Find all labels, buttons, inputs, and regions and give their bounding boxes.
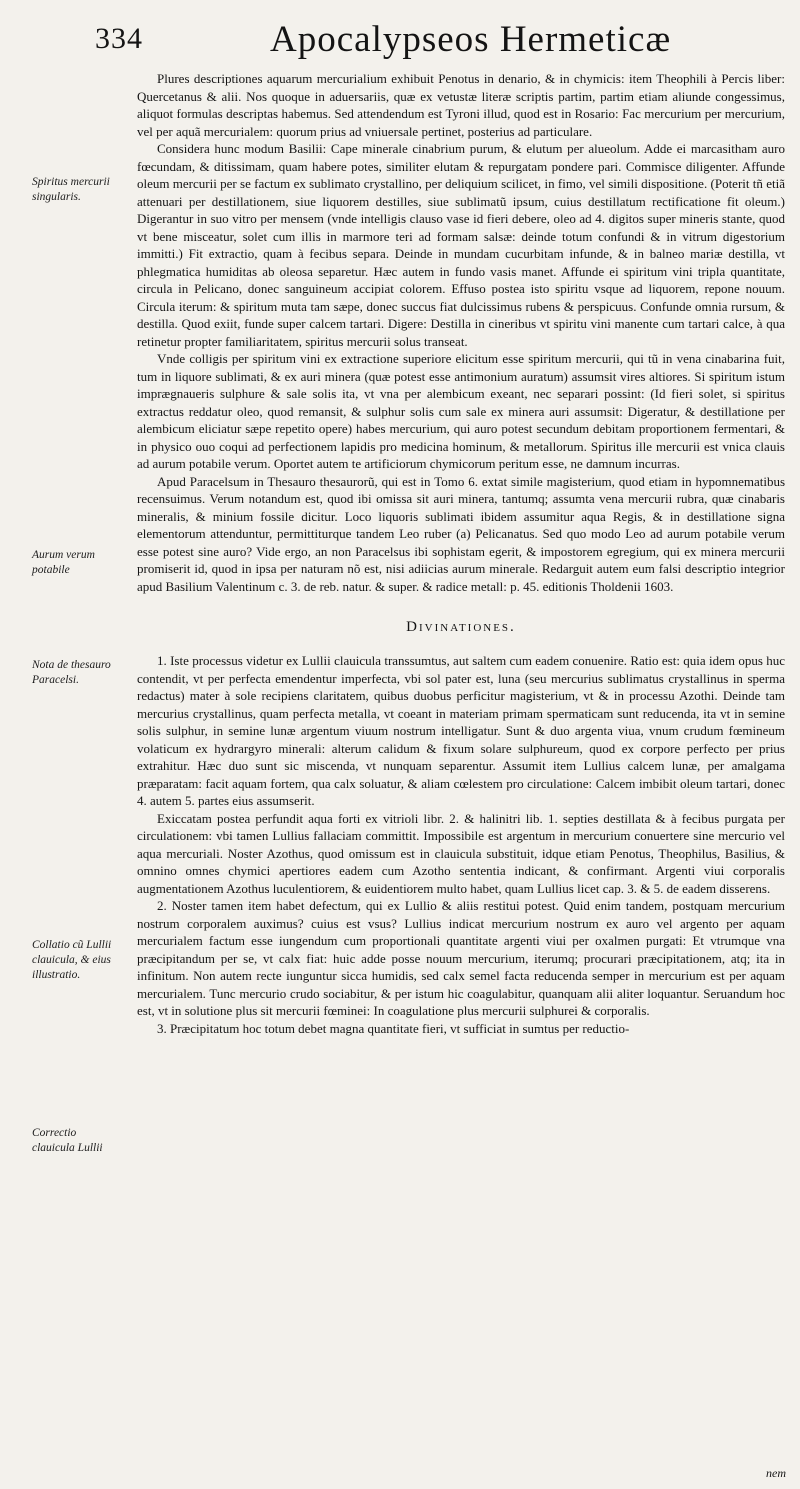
margin-note: Collatio cũ Lullii clauicula, & eius illustratio.	[32, 939, 112, 981]
paragraph: Vnde colligis per spiritum vini ex extractione superiore elicitum esse spiritum mercurii, qui tũ in vena cinabarina fuit, tum in liquore sublimati, & ex auri minera (quæ potest esse antimonium auratum) assumsit vires altiores. Si spiritum istum imprægnaueris sulphure & sale solis ita, vt vna per alembicum exeant, nec separari possint: (Id fieri solet, si spiritus extractus reddatur oleo, quod remansit, & sulphur solis cum sale ex minera auri assumsit: Digeratur, & destillatione per alembicum eliciatur sæpe repetito opere) habes mercurium, qui auro potest secundum debitam proportionem fermentari, & in physico ouo coqui ad perfectionem lapidis pro medicina hominum, & metallorum. Spiritus ille mercurii est vnica clauis ad aurum potabile verum. Oportet autem te artificiorum chymicorum peritum esse, ne damnum incurras.	[137, 351, 785, 471]
margin-note: Spiritus mercurii singularis.	[32, 176, 110, 203]
main-text	[137, 70, 785, 1037]
margin-note: Nota de thesauro Paracelsi.	[32, 659, 111, 686]
paragraph: Apud Paracelsum in Thesauro thesaurorũ, qui est in Tomo 6. extat simile magisterium, quod etiam in hypomnematibus recensuimus. Verum notandum est, quod ibi omissa sit auri minera, tantumq; assumta vena mercurii rubra, quæ cinabaris mineralis, & minium fossile dicitur. Loco liquoris sublimati ibidem assumitur aqua Regis, & in destillatione signa elementorum attenduntur, permittiturque tandem Leo ruber (a) Pelicanatus. Sed quo modo Leo ad aurum potabile verum esse potest sine auro? Vide ergo, an non Paracelsus ibi sophistam egerit, & impostorem egregium, qui ex minera mercurii promiserit id, quod in ipsa per naturam nõ est, nisi adiicias aurum minerale. Redarguit autem eum falsi descriptio integrior apud Basilium Valentinum c. 3. de reb. natur. & super. & radice metall: p. 45. editionis Tholdenii 1603.	[137, 473, 785, 594]
paragraph: 3. Præcipitatum hoc totum debet magna quantitate fieri, vt sufficiat in sumtus per reductio-	[157, 1020, 630, 1036]
paragraph: Plures descriptiones aquarum mercurialium exhibuit Penotus in denario, & in chymicis: item Theophili à Percis liber: Quercetanus & alii. Nos quoque in aduersariis, quæ ex vetustæ literæ scriptis partim, partim etiam aliunde congessimus, aliquot formulas descriptas habemus. Sed attendendum est Tyroni illud, quod est in Rosario: Fac mercurium per mercurium, vel per aquã mercurialem: quorum prius ad vniuersale pertinet, posterius ad particulare.	[137, 71, 785, 139]
margin-note: Correctio clauicula Lullii	[32, 1127, 103, 1154]
page-number: 334	[95, 22, 143, 55]
running-title: Apocalypseos Hermeticæ	[270, 19, 672, 60]
paragraph: 1. Iste processus videtur ex Lullii clauicula transsumtus, aut saltem cum eadem conuenire. Ratio est: quia idem opus huc contendit, vt per perfecta emendentur imperfecta, vbi sol pater est, luna (seu mercurius sublimatus crystallinus in sperma redactus) mater à sole recipiens claritatem, quibus duobus perficitur magisterium, vt & in processu Azothi. Deinde tam mercurius crystallinus, quam perfecta metalla, vt coeant in materiam primam spermaticam sunt reducenda, ita vt in semine solis sulphur, in semine lunæ argentum viuum nostrum intelligatur. Sunt & duo argenta viua, vnum crudum fœmineum volaticum ex hydrargyro minerali: alterum calidum & fixum solare sulphureum, quod ex corpore perfecto per prius extrahitur. Hæc duo sunt sic miscenda, vt nunquam separentur. Assumit item Lullius calcem lunæ, per amalgama præparatam: facit aquam fortem, qua calx soluatur, & aliam cœlestem pro circulatione: Calcem imbibit oleum tartari, donec 4. autem 5. partes eius assumserit.	[137, 653, 785, 808]
catchword: nem	[766, 1466, 786, 1480]
paragraph: Considera hunc modum Basilii: Cape minerale cinabrium purum, & elutum per alueolum. Adde ei marcasitham auro fœcundam, & ditissimam, quam habere potes, similiter elutam & repurgatam pondere pari. Commisce diligenter. Affunde oleum mercurii per se factum ex sublimato crystallino, per deliquium scilicet, in fimo, vel simili dispositione. (Poterit tñ etiã attenuari per destillationem, siue liquorem destilles, siue sublimatũ ipsum, cuius destillatum rectificatione fit oleum.) Digerantur in suo vitro per mensem (vnde intelligis clauso vase id fieri debere, oleo ad 4. digitos super mineris stante, quod vt bene misceatur, solet cum illis in marmore teri ad formam salsæ: deinde totum confundi & in vitrum digestorium immitti.) Fit extractio, quam à fecibus separa. Deinde in mundam cucurbitam infunde, & in balneo mariæ destilla, vt phlegmatica humiditas ab oleosa separetur. Hæc autem in fundo vasis manet. Affunde ei spiritum vini tripla quantitate, circula in Pelicano, donec sanguineum accipiat colorem. Effuso postea isto spiritu vsque ad liquorem, repone nouum. Circula iterum: & spiritum muta tam sæpe, donec succus fiat dulcissimus rubens & perspicuus. Confunde omnia rursum, & destilla. Quod exiit, funde super calcem tartari. Digere: Destilla in cineribus vt spiritu vini manente cum tartari calce, à qua retinetur propter familiaritatem, spiritus mercurii solus transeat.	[137, 141, 785, 349]
paragraph: 2. Noster tamen item habet defectum, qui ex Lullio & aliis restitui potest. Quid enim tandem, postquam mercurium nostrum corporalem auximus? cuius est vsus? Lullius indicat mercurium nostrum ex auro vel argento per aquam mercurialem factum esse iungendum cum proportionali quantitate argenti viui per oxalmen purgati: Et vtrumque vna præcipitandum per se, vt calx fiat: huic adde posse nouum mercurium, iterumq; procurari præcipitationem, atq; ita in infinitum. Non autem recte iunguntur sicca humidis, sed calx semel facta reducenda semper in mercurium est per aquam mercurialem. Tunc mercurio crudo sociabitur, & per istum hic coagulabitur, quanquam alii aliter loquantur. Seruandum hoc est, vt in solutione plus sit mercurii fœminei: In coagulatione plus mercurii sulphurei & corporalis.	[137, 898, 785, 1018]
margin-note: Aurum verum potabile	[32, 549, 95, 576]
paragraph: Exiccatam postea perfundit aqua forti ex vitrioli libr. 2. & halinitri lib. 1. septies destillata & à fecibus purgata per circulationem: vbi tamen Lullius fallaciam committit. Impossibile est argentum in mercurium conuertere sine mercurio vel aqua mercuriali. Noster Azothus, quod omissum est in clauicula substituit, idque etiam Penotus, Theophilus, Basilius, & omnino omnes chymici apertiores eadem cum Azotho sententia indicant, & confirmant. Argenti viui corporalis augmentationem Azothus luculentiorem, & euidentiorem multo habet, quam Lullius licet cap. 3. & 5. de eadem disserens.	[137, 810, 785, 896]
section-heading: Divinationes.	[406, 619, 516, 635]
page-header	[95, 19, 785, 72]
